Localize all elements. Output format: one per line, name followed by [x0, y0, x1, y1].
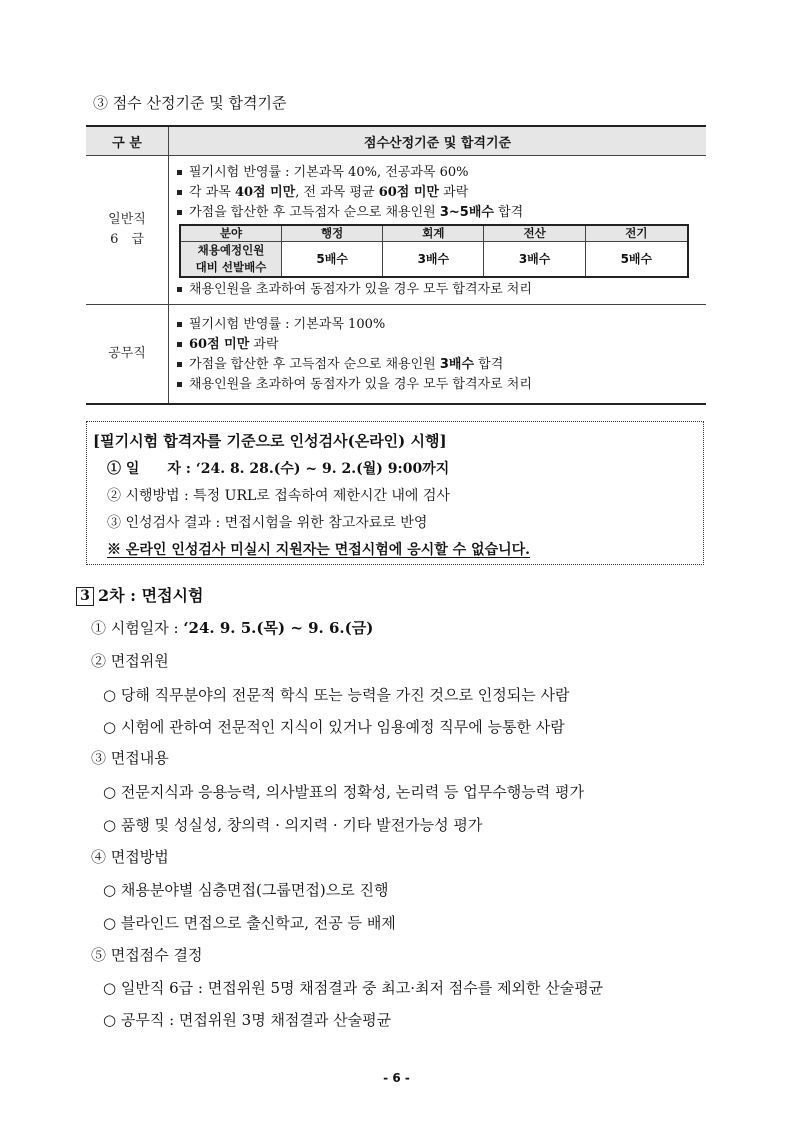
- general-bullet-2: 각 과목 40점 미만, 전 과목 평균 60점 미만 과락: [175, 183, 700, 203]
- criteria-public: [169, 305, 707, 405]
- page-number: - 6 -: [383, 1071, 410, 1085]
- criteria-table: [86, 125, 706, 405]
- list-item: ○ 품행 및 성실성, 창의력 · 의지력 · 기타 발전가능성 평가: [103, 816, 483, 834]
- list-item: ○ 채용분야별 심층면접(그룹면접)으로 진행: [103, 881, 389, 899]
- section-heading: ③ 점수 산정기준 및 합격기준: [93, 94, 287, 112]
- content-label: ③ 면접내용: [91, 749, 169, 767]
- public-bullet-1: 필기시험 반영률 : 기본과목 100%: [175, 315, 700, 335]
- score-label: ⑤ 면접점수 결정: [91, 946, 203, 964]
- section-number-box: 3: [76, 587, 94, 606]
- table-row-public: [86, 305, 706, 405]
- notice-date: ① 일 자 : ‘24. 8. 28.(수) ~ 9. 2.(월) 9:00까지: [107, 461, 450, 477]
- notice-box: [86, 421, 704, 565]
- general-bullet-3: 가점을 합산한 후 고득점자 순으로 채용인원 3~5배수 합격: [175, 203, 700, 223]
- multiplier-row-label: 채용예정인원 대비 선발배수: [180, 241, 282, 277]
- exam-date: ① 시험일자 : ‘24. 9. 5.(목) ~ 9. 6.(금): [91, 619, 374, 637]
- criteria-general: [169, 156, 707, 305]
- list-item: ○ 당해 직무분야의 전문적 학식 또는 능력을 가진 것으로 인정되는 사람: [103, 686, 570, 704]
- section3-title-text: 2차 : 면접시험: [98, 586, 204, 605]
- notice-method: ② 시행방법 : 특정 URL로 접속하여 제한시간 내에 검사: [107, 488, 450, 504]
- category-public: 공무직: [86, 305, 169, 405]
- multiplier-table: [179, 224, 689, 278]
- interviewers-label: ② 면접위원: [91, 652, 169, 670]
- multiplier-field: 전산: [484, 225, 585, 242]
- list-item: ○ 일반직 6급 : 면접위원 5명 채점결과 중 최고·최저 점수를 제외한 산술평균: [103, 979, 604, 997]
- public-bullet-2: 60점 미만 과락: [175, 335, 700, 355]
- table-header-criteria: 점수산정기준 및 합격기준: [169, 126, 707, 156]
- public-bullet-3: 가점을 합산한 후 고득점자 순으로 채용인원 3배수 합격: [175, 355, 700, 375]
- public-bullet-4: 채용인원을 초과하여 동점자가 있을 경우 모두 합격자로 처리: [175, 375, 700, 395]
- category-general: [86, 156, 169, 305]
- multiplier-value: 3배수: [484, 241, 585, 277]
- section3-title: [76, 583, 203, 606]
- notice-title: [필기시험 합격자를 기준으로 인성검사(온라인) 시행]: [93, 432, 447, 450]
- multiplier-field: 행정: [282, 225, 383, 242]
- notice-warning: ※ 온라인 인성검사 미실시 지원자는 면접시험에 응시할 수 없습니다.: [107, 542, 531, 558]
- notice-result: ③ 인성검사 결과 : 면접시험을 위한 참고자료로 반영: [107, 515, 428, 531]
- general-bullet-1: 필기시험 반영률 : 기본과목 40%, 전공과목 60%: [175, 163, 700, 183]
- category-general-line2: 6 급: [110, 232, 144, 247]
- multiplier-value: 5배수: [282, 241, 383, 277]
- list-item: ○ 시험에 관하여 전문적인 지식이 있거나 임용예정 직무에 능통한 사람: [103, 718, 565, 736]
- method-label: ④ 면접방법: [91, 848, 169, 866]
- multiplier-field: 회계: [383, 225, 484, 242]
- general-bullet-4: 채용인원을 초과하여 동점자가 있을 경우 모두 합격자로 처리: [175, 280, 700, 300]
- multiplier-header-label: 분야: [180, 225, 282, 242]
- list-item: ○ 전문지식과 응용능력, 의사발표의 정확성, 논리력 등 업무수행능력 평가: [103, 783, 584, 801]
- list-item: ○ 공무직 : 면접위원 3명 채점결과 산술평균: [103, 1011, 392, 1029]
- table-row-general: [86, 156, 706, 305]
- table-header-category: 구 분: [86, 126, 169, 156]
- multiplier-value: 5배수: [585, 241, 688, 277]
- multiplier-value: 3배수: [383, 241, 484, 277]
- category-general-line1: 일반직: [108, 212, 146, 227]
- list-item: ○ 블라인드 면접으로 출신학교, 전공 등 배제: [103, 914, 396, 932]
- multiplier-field: 전기: [585, 225, 688, 242]
